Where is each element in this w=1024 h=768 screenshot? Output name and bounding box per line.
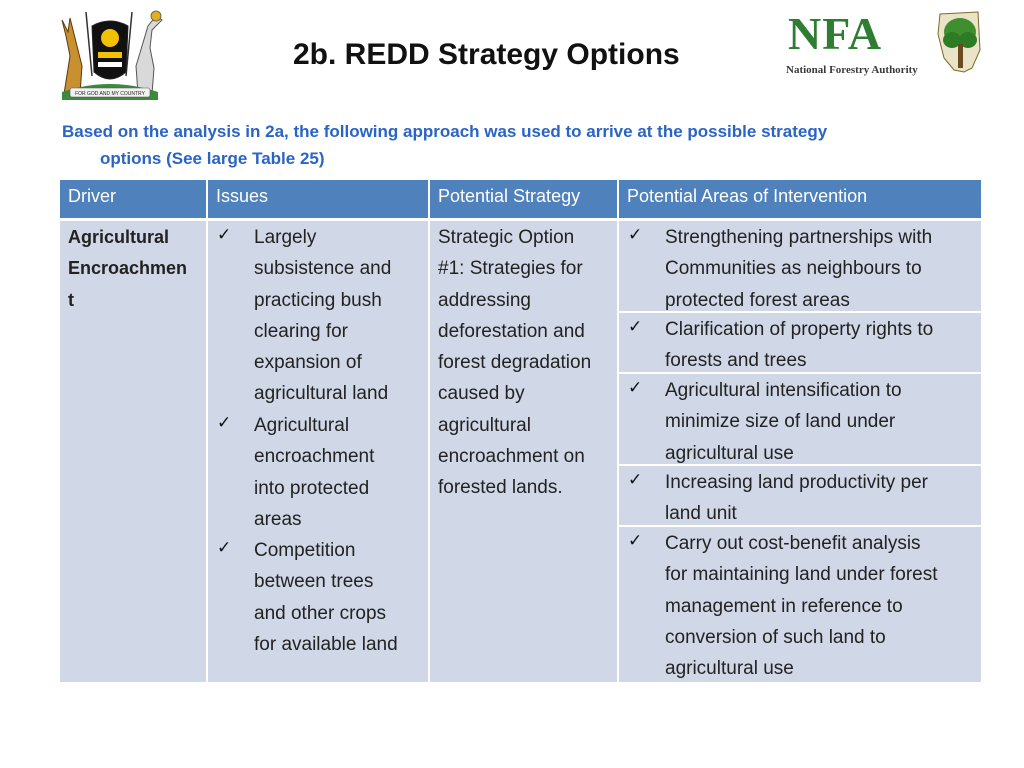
- intervention-item-3: [665, 375, 902, 469]
- header-potential-areas: Potential Areas of Intervention: [619, 180, 981, 218]
- strategy-line: addressing: [438, 289, 531, 311]
- issue-item-2: [254, 410, 374, 535]
- intervention-line: management in reference to: [665, 595, 903, 617]
- intervention-item-5: [665, 528, 938, 684]
- issue-line: subsistence and: [254, 258, 392, 280]
- check-icon: ✓: [628, 225, 643, 244]
- page-title: 2b. REDD Strategy Options: [293, 38, 680, 71]
- nfa-wordmark: NFA: [788, 8, 883, 59]
- intro-line-2: options (See large Table 25): [100, 149, 325, 168]
- intervention-line: land unit: [665, 503, 737, 525]
- intro-text: [62, 118, 962, 172]
- strategy-line: forested lands.: [438, 477, 563, 499]
- intervention-line: agricultural use: [665, 658, 794, 680]
- issue-line: Largely: [254, 227, 317, 248]
- intervention-line: Carry out cost-benefit analysis: [665, 533, 921, 554]
- issue-item-3: [254, 535, 398, 660]
- intervention-line: Communities as neighbours to: [665, 258, 922, 280]
- nfa-logo: [784, 8, 984, 82]
- strategy-table: [60, 180, 981, 682]
- strategy-line: #1: Strategies for: [438, 258, 583, 280]
- strategy-line: agricultural: [438, 414, 531, 436]
- check-icon: ✓: [217, 538, 232, 557]
- intervention-line: forests and trees: [665, 350, 807, 372]
- intervention-item-1: [665, 222, 932, 316]
- intervention-line: minimize size of land under: [665, 411, 896, 433]
- issue-item-1: [254, 222, 391, 410]
- strategy-line: deforestation and: [438, 320, 585, 342]
- intervention-line: for maintaining land under forest: [665, 564, 938, 586]
- issue-line: expansion of: [254, 352, 362, 374]
- uganda-coat-of-arms: [52, 6, 168, 102]
- nfa-subtitle: National Forestry Authority: [786, 64, 918, 76]
- check-icon: ✓: [217, 225, 232, 244]
- issue-line: agricultural land: [254, 383, 389, 405]
- strategy-line: forest degradation: [438, 352, 592, 374]
- driver-line: Encroachmen: [68, 258, 188, 279]
- strategy-line: Strategic Option: [438, 227, 575, 248]
- intervention-line: Strengthening partnerships with: [665, 227, 933, 248]
- driver-line: t: [68, 289, 74, 310]
- intervention-line: Clarification of property rights to: [665, 319, 934, 340]
- check-icon: ✓: [217, 413, 232, 432]
- intervention-item-4: [665, 467, 928, 530]
- check-icon: ✓: [628, 470, 643, 489]
- intervention-item-2: [665, 314, 933, 377]
- driver-text: [68, 222, 187, 316]
- check-icon: ✓: [628, 317, 643, 336]
- driver-line: Agricultural: [68, 227, 170, 247]
- header-issues: Issues: [208, 180, 430, 218]
- issue-line: between trees: [254, 571, 374, 593]
- intervention-line: agricultural use: [665, 442, 794, 464]
- issue-line: and other crops: [254, 602, 387, 624]
- intervention-line: Agricultural intensification to: [665, 380, 902, 401]
- header-potential-strategy: Potential Strategy: [430, 180, 619, 218]
- issue-line: into protected: [254, 477, 370, 499]
- issue-line: Agricultural: [254, 415, 350, 436]
- header-driver: Driver: [60, 180, 208, 218]
- issue-line: clearing for: [254, 320, 348, 342]
- intervention-line: conversion of such land to: [665, 626, 886, 648]
- intervention-line: protected forest areas: [665, 289, 850, 311]
- strategy-line: encroachment on: [438, 446, 585, 468]
- tree-icon: [934, 10, 984, 78]
- strategy-line: caused by: [438, 383, 525, 405]
- issue-line: areas: [254, 508, 302, 530]
- intervention-line: Increasing land productivity per: [665, 472, 928, 493]
- issue-line: practicing bush: [254, 289, 382, 311]
- issue-line: encroachment: [254, 446, 375, 468]
- issue-line: Competition: [254, 540, 356, 561]
- svg-text:FOR GOD AND MY COUNTRY: FOR GOD AND MY COUNTRY: [75, 91, 145, 97]
- strategy-text: [438, 222, 591, 504]
- intro-line-1: Based on the analysis in 2a, the following approach was used to arrive at the possible strategy: [62, 122, 828, 141]
- check-icon: ✓: [628, 378, 643, 397]
- check-icon: ✓: [628, 531, 643, 550]
- issue-line: for available land: [254, 633, 398, 655]
